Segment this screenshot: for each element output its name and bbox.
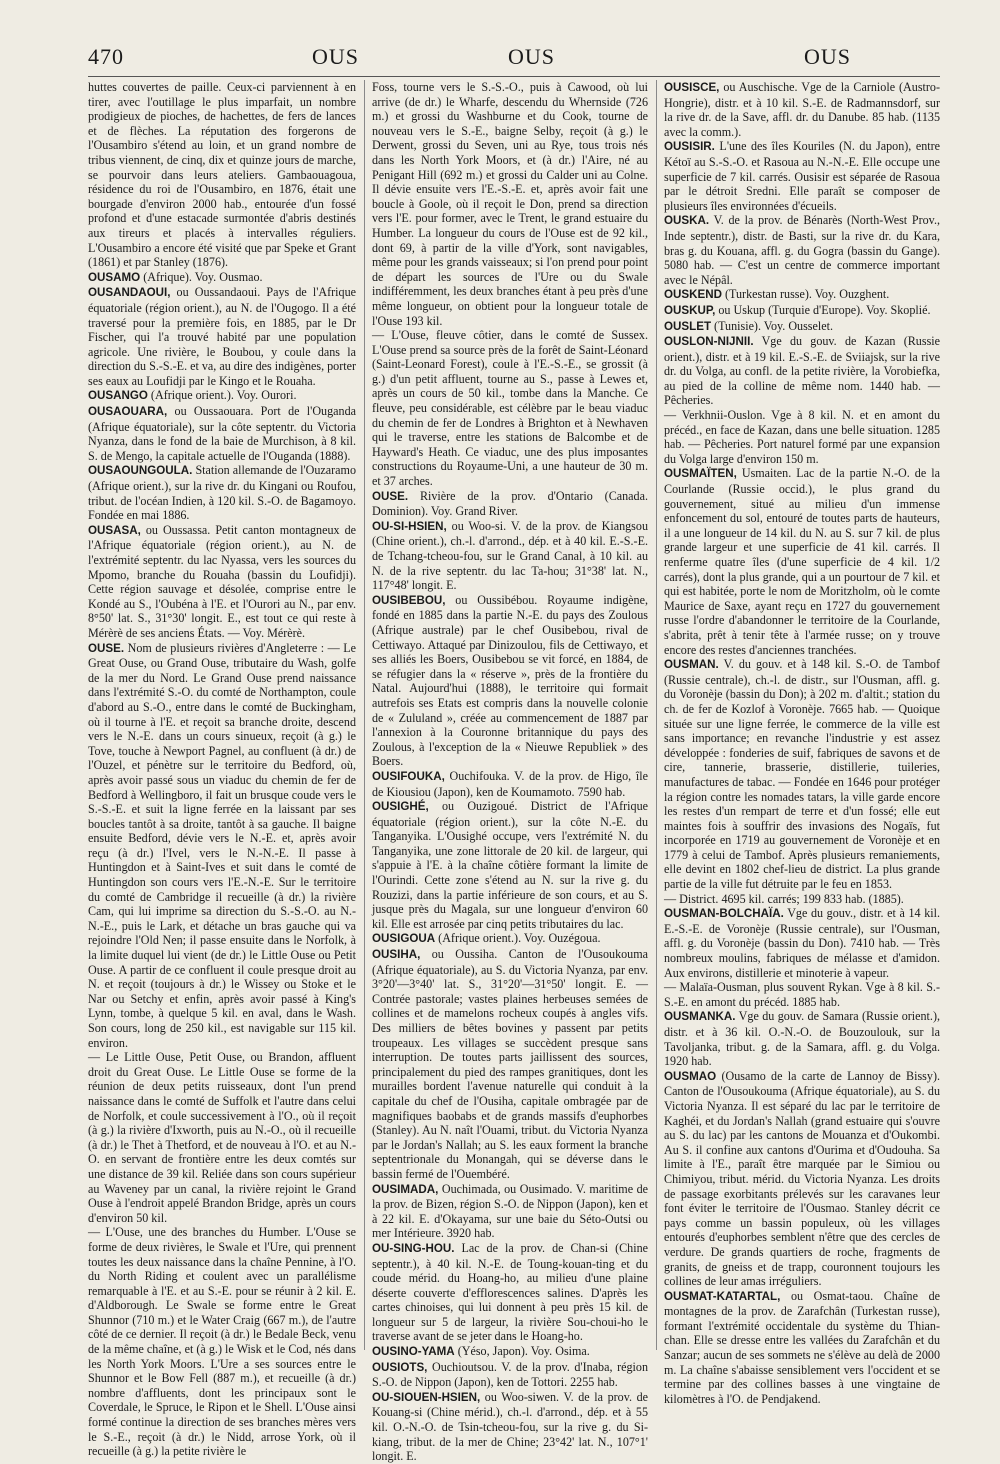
dictionary-entry <box>664 319 940 335</box>
dictionary-entry <box>372 931 648 947</box>
entry-headword: OUSMANKA. <box>664 1010 736 1024</box>
entry-headword: OUSAMO <box>88 270 141 284</box>
dictionary-entry <box>664 334 940 408</box>
dictionary-entry <box>372 1344 648 1360</box>
entry-text: Vge du gouv. de Kazan (Russie orient.), distr. et à 19 kil. E.-S.-E. de Sviiajsk, sur la rive dr. du Volga, au confl. de la petite rivière, la Vorobiefka, au pied de la colline de même nom. 1440 hab. — Pêcheries. <box>664 334 940 408</box>
entry-headword: OUSIGHÉ, <box>372 800 429 814</box>
entry-text: Vge du gouv., distr. et à 14 kil. E.-S.-E. de Voronèje (Russie centrale), sur l'Ousman, affl. g. du Voronèje (bassin du Don). 7410 hab. — Très nombreux moulins, fabriques de mélasse et d'amidon. Aux environs, distillerie et minoterie à vapeur. <box>664 906 940 980</box>
entry-text: Ouchioutsou. V. de la prov. d'Inaba, région S.-O. de Nippon (Japon), ken de Tottori. 2255 hab. <box>372 1359 648 1390</box>
dictionary-entry <box>88 523 356 641</box>
entry-headword: OUSE. <box>88 641 125 655</box>
entry-headword: OUSKUP, <box>664 303 716 317</box>
dictionary-entry <box>88 1225 356 1459</box>
page-number: 470 <box>88 44 124 69</box>
entry-headword: OUSIOTS, <box>372 1360 428 1374</box>
entry-text: Station allemande de l'Ouzaramo (Afrique orient.), sur la rive dr. du Kingani ou Roufou, tribut. de l'océan Indien, à 120 kil. S.-O. de Bagamoyo. Fondée en mai 1886. <box>88 463 356 523</box>
entry-headword: OUSKEND <box>664 288 722 302</box>
entry-headword: OUSMAN. <box>664 658 719 672</box>
entry-text: — L'Ouse, fleuve côtier, dans le comté de Sussex. L'Ouse prend sa source près de la forêt de Saint-Léonard (Saint-Leonard Forest), coule à l'E.-S.-E., se grossit (à g.) d'un petit affluent, tourne au S., passe à Lewes et, après un cours de 50 kil., tombe dans la Manche. Ce fleuve, peu considérable, est célèbre par le beau viaduc du chemin de fer de Londres à Brighton et à Newhaven qui le traverse, entre les stations de Balcombe et de Hayward's Heath. Ce viaduc, une des plus imposantes constructions du Royaume-Uni, a une hauteur de 30 m. et 37 arches. <box>372 328 648 489</box>
entry-text: huttes couvertes de paille. Ceux-ci parviennent à en tirer, avec l'outillage le plus imparfait, un nombre prodigieux de pioches, de hachettes, de fers de lances et de flèches. La réputation des forgerons de l'Ousambiro s'étend au loin, et un grand nombre de tribus viennent, de cinq, dix et quinze jours de marche, se pourvoir dans leurs ateliers. Gambaouagoua, résidence du roi de l'Ousambiro, en 1876, était une bourgade d'environ 2000 hab., entourée d'un fossé profond et d'une estacade surmontée d'abris destinés aux tireurs et placés à intervalles réguliers. L'Ousambiro a encore été visité que par Speke et Grant (1861) et par Stanley (1876). <box>88 80 356 270</box>
entry-text: Vge du gouv. de Samara (Russie orient.), distr. et à 36 kil. O.-N.-O. de Bouzoulouk, sur la Tavoljanka, tribut. g. de la Samara, affl. g. du Volga. 1920 hab. <box>664 1009 940 1069</box>
dictionary-entry <box>664 287 940 303</box>
text-column-2 <box>372 80 648 1464</box>
dictionary-entry <box>372 519 648 593</box>
entry-text: (Afrique orient.). Voy. Ourori. <box>147 388 297 403</box>
entry-text: L'une des îles Kouriles (N. du Japon), entre Kétoï au S.-S.-O. et Rasoua au N.-N.-E. Elle occupe une superficie de 7 kil. carrés. Ousisir est séparée de Rasoua par le détroit Sredni. Elle paraît se composer de plusieurs îles environnées d'écueils. <box>664 139 940 213</box>
entry-headword: OUSIMADA, <box>372 1182 439 1196</box>
dictionary-entry <box>88 641 356 1051</box>
entry-text: Ouchimada, ou Ousimado. V. maritime de la prov. de Bizen, région S.-O. de Nippon (Japon), ken et à 22 kil. E. d'Okayama, sur une baie du Séto-Outsi ou mer Intérieure. 3920 hab. <box>372 1181 648 1241</box>
dictionary-entry <box>664 980 940 1009</box>
dictionary-entry <box>372 799 648 931</box>
running-head-right: OUS <box>804 44 852 69</box>
entry-headword: OUSINO-YAMA <box>372 1345 455 1359</box>
entry-text: ou Ouzigoué. District de l'Afrique équatoriale (région orient.), sur la côte N.-E. du Tanganyika. L'Ousighé occupe, vers l'extrémité N. du Tanganyika, une zone littorale de 20 kil. de largeur, qui s'appuie à l'E. à la chaîne côtière formant la limite de l'Ourindi. Cette zone s'étend au N. sur la rive g. du Rouzizi, dans la partie inférieure de son cours, et au S. jusque près du Magala, sur une longueur d'environ 60 kil. Elle est arrosée par cinq petits tributaires du lac. <box>372 799 648 931</box>
dictionary-entry <box>664 303 940 319</box>
entry-text: ou Osmat-taou. Chaîne de montagnes de la prov. de Zarafchân (Turkestan russe), formant l'extrémité occidentale du système du Thian-chan. Elle se dresse entre les vallées du Zarafchân et du Sanzar; aucun de ses sommets ne s'élève au delà de 2000 m. La chaîne s'abaisse sensiblement vers l'occident et se termine par des collines basses à une vingtaine de kilomètres à l'O. de Pendjakend. <box>664 1288 940 1406</box>
entry-headword: OUSAOUARA, <box>88 405 168 419</box>
dictionary-entry <box>664 657 940 892</box>
dictionary-entry <box>664 466 940 657</box>
dictionary-entry <box>372 489 648 519</box>
entry-text: — Le Little Ouse, Petit Ouse, ou Brandon, affluent droit du Great Ouse. Le Little Ouse se forme de la réunion de deux petits ruisseaux, dont l'un prend naissance dans le comté de Suffolk et l'autre dans celui de Norfolk, et coule successivement à l'O., où il reçoit (à g.) la rivière d'Ixworth, puis au N.-O., où il recueille (à dr.) le Thet à Thetford, et de nouveau à l'O. et au N.-O. en servant de frontière entre les deux comtés sur une distance de 39 kil. Reliée dans son cours supérieur au Waveney par un canal, la rivière rejoint le Grand Ouse à l'endroit appelé Brandon Bridge, après un cours d'environ 50 kil. <box>88 1050 356 1225</box>
entry-text: (Tunisie). Voy. Ousselet. <box>711 318 833 333</box>
entry-text: ou Oussibébou. Royaume indigène, fondé en 1885 dans la partie N.-E. du pays des Zoulous (Afrique australe) par le chef Ousibebou, rival de Cettiwayo. Attaqué par Dinizoulou, fils de Cettiwayo, et ses alliés les Boers, Ousibebou se vit forcé, en 1884, de se réfugier dans la « réserve », près de la frontière du Natal. Aujourd'hui (1888), le territoire qui formait autrefois ses Etats est compris dans la nouvelle colonie de « Zululand », créée au commencement de 1887 par l'annexion à la Couronne britannique du pays des Zoulous, à l'exception de la « Nieuwe Republiek » des Boers. <box>372 592 648 769</box>
dictionary-entry <box>372 80 648 328</box>
entry-headword: OU-SING-HOU. <box>372 1241 455 1255</box>
column-divider <box>364 80 365 1350</box>
text-column-3 <box>664 80 940 1406</box>
entry-headword: OUSANGO <box>88 389 148 403</box>
entry-text: ou Auschische. Vge de la Carniole (Austro-Hongrie), distr. et à 10 kil. S.-E. de Radmannsdorf, sur la rive dr. de la Save, affl. dr. du Danube. 85 hab. (1135 avec la comm.). <box>664 80 940 139</box>
dictionary-entry <box>664 1009 940 1068</box>
entry-headword: OUSMAO <box>664 1069 717 1083</box>
dictionary-entry <box>664 906 940 980</box>
dictionary-entry <box>88 80 356 270</box>
entry-headword: OUSLON-NIJNII. <box>664 335 754 349</box>
entry-text: (Afrique). Voy. Ousmao. <box>140 269 263 284</box>
entry-text: ou Oussaouara. Port de l'Ouganda (Afrique équatoriale), sur la côte septentr. du Victoria Nyanza, dans le fond de la baie de Murchison, à 8 kil. S. de Mengo, la capitale actuelle de l'Ouganda (1888). <box>88 404 356 463</box>
entry-headword: OUSIFOUKA, <box>372 769 445 783</box>
entry-text: ou Oussandaoui. Pays de l'Afrique équatoriale (région orient.), au N. de l'Ougogo. Il a été traversé pour la première fois, en 1885, par le Dr Fischer, qui l'a trouvé habité par une population agricole. Une rivière, le Boubou, y coule dans la direction du S.-S.-E. et va, au dire des indigènes, porter ses eaux au Loufidji par le Kingo et le Rouaha. <box>88 285 357 388</box>
entry-text: ou Woo-siwen. V. de la prov. de Kouang-si (Chine mérid.), ch.-l. d'arrond., dép. et à 55 kil. O.-N.-O. de Tsin-tcheou-fou, sur la rive g. du Si-kiang, tribut. de la mer de Chine; 23°42' lat. N., 107°1' longit. E. <box>372 1389 648 1464</box>
dictionary-entry <box>664 1069 940 1289</box>
entry-text: ou Oussiha. Canton de l'Ousoukouma (Afrique équatoriale), au S. du Victoria Nyanza, par env. 3°20'—3°40' lat. S., 31°20'—31°50' longit. E. — Contrée pastorale; vastes plaines herbeuses semées de collines et de mamelons rocheux coupés à angles vifs. Des milliers de bêtes bovines y passent par petits troupeaux. Les villages se succèdent presque sans interruption. De toutes parts jaillissent des sources, principalement du pied des rampes granitiques, dont les murailles bordent l'avenue naturelle qui conduit à la capitale du chef de l'Ousiha, capitale ombragée par de magnifiques baobabs et de grands massifs d'euphorbes (Stanley). Au N. naît l'Ouami, tribut. du Victoria Nyanza par le Jordan's Nallah; au S. les eaux forment la branche septentrionale du Monangah, qui se déverse dans le bassin fermé de l'Ouembéré. <box>372 947 648 1181</box>
entry-text: Ouchifouka. V. de la prov. de Higo, île de Kiousiou (Japon), ken de Koumamoto. 7590 hab. <box>372 768 648 799</box>
dictionary-entry <box>372 1360 648 1390</box>
entry-headword: OUSIBEBOU, <box>372 593 446 607</box>
entry-text: V. de la prov. de Bénarès (North-West Prov., Inde septentr.), distr. de Basti, sur la rive dr. du Kara, bras g. du Kouana, affl. g. du Gogra (bassin du Gange). 5080 hab. — C'est un centre de commerce important avec le Népâl. <box>664 213 940 287</box>
entry-headword: OUSMAN-BOLCHAÏA. <box>664 907 784 921</box>
dictionary-entry <box>88 404 356 463</box>
entry-headword: OUSE. <box>372 489 409 503</box>
entry-headword: OUSASA, <box>88 523 141 537</box>
running-head-center: OUS <box>508 44 556 69</box>
entry-headword: OUSMAÏTEN, <box>664 467 737 481</box>
entry-text: Foss, tourne vers le S.-S.-O., puis à Cawood, où lui arrive (de dr.) le Wharfe, descendu du Whernside (726 m.) et grossi du Washburne et du Cook, tourne de nouveau vers le S.-E., baigne Selby, reçoit (à g.) le Derwent, grossi du Seven, uni au Rye, tous trois nés dans les North York Moors, et (à dr.) l'Aire, né au Penigant Hill (692 m.) et grossi du Calder uni au Colne. Il dévie ensuite vers l'E.-S.-E. et, après avoir fait une boucle à Goole, où il reçoit le Don, prend sa direction vers l'E. pour former, avec le Trent, le grand estuaire du Humber. La longueur du cours de l'Ouse est de 92 kil., dont 69, à partir de la ville d'York, sont navigables, même pour les grands vaisseaux; si l'on prend pour point de départ les sources de l'Ure ou du Swale indifféremment, les deux branches étant à peu près d'une même longueur, on obtient pour la longueur totale de l'Ouse 193 kil. <box>372 80 648 328</box>
entry-headword: OU-SI-HSIEN, <box>372 519 447 533</box>
entry-text: Usmaiten. Lac de la partie N.-O. de la Courlande (Russie occid.), le plus grand du gouvernement, situé au milieu d'un immense enfoncement du sol, entouré de toutes parts de hauteurs, il a une longueur de 14 kil. du N. au S. sur 7 kil. de plus grande largeur et une superficie de 41 kil. carrés. Il renferme quatre îles (d'une superficie de 4 kil. 1/2 carrés), dont la plus grande, qui a un pourtour de 7 kil. et qui est habitée, porte le nom de Moritzholm, où le comte Maurice de Saxe, ayant reçu en 1727 du gouvernement russe l'ordre d'abandonner le territoire de la Courlande, s'abrita, prêt à tenir tête à l'armée russe; on y trouve encore des restes d'anciennes tranchées. <box>664 466 940 657</box>
entry-headword: OUSANDAOUI, <box>88 286 171 300</box>
dictionary-entry <box>88 270 356 286</box>
entry-text: (Ousamo de la carte de Lannoy de Bissy). Canton de l'Ousoukouma (Afrique équatoriale), au S. du Victoria Nyanza. Il est séparé du lac par le territoire de Kaghéi, et du Jordan's Nallah (grand estuaire qui s'ouvre au S. du lac) par les cantons de Mouanza et d'Oukombi. Au S. il confine aux cantons d'Ourima et d'Oudouha. Sa limite à l'E., paraît être marquée par le Simiou ou Chimiyou, tribut. mérid. du Victoria Nyanza. Les droits de passage exorbitants prélevés sur les caravanes leur font éviter le territoire de l'Ousmao. Stanley décrit ce pays comme un bassin populeux, où les villages entourés d'euphorbes semblent n'être que des cercles de verdure. De grands quartiers de roche, fragments de granits, de gneiss et de trapp, couronnent toujours les collines de leur amas irréguliers. <box>664 1068 940 1289</box>
entry-headword: OU-SIOUEN-HSIEN, <box>372 1390 481 1404</box>
dictionary-entry <box>88 285 356 388</box>
entry-headword: OUSISIR. <box>664 140 715 154</box>
header-rule <box>88 76 940 77</box>
entry-text: (Turkestan russe). Voy. Ouzghent. <box>721 287 890 302</box>
entry-text: Rivière de la prov. d'Ontario (Canada. Dominion). Voy. Grand River. <box>372 488 648 519</box>
dictionary-entry <box>664 1289 940 1407</box>
entry-text: V. du gouv. et à 148 kil. S.-O. de Tambof (Russie centrale), ch.-l. de distr., sur l'Ousman, affl. g. du Voronèje (bassin du Don); à 202 m. d'altit.; station du ch. de fer de Kozlof à Voronèje. 7665 hab. — Quoique située sur une ligne ferrée, le commerce de la ville est sans importance; en revanche l'industrie y est assez développée : fonderies de suif, fabriques de savons et de cire, tannerie, brasserie, distillerie, tuileries, manufactures de tabac. — Fondée en 1646 pour protéger la région contre les nomades tatars, la ville garde encore les restes d'un rempart de terre et d'un fossé; elle eut maintes fois à souffrir des invasions des Nogaïs, fut incorporée en 1719 au gouvernement de Voronèje et en 1779 à celui de Tambof. Après plusieurs remaniements, elle devint en 1802 chef-lieu de district. La plus grande partie de la ville fut détruite par le feu en 1853. <box>664 657 940 892</box>
dictionary-entry <box>664 892 940 907</box>
dictionary-entry <box>372 947 648 1182</box>
entry-headword: OUSIHA, <box>372 948 421 962</box>
dictionary-entry <box>88 463 356 522</box>
dictionary-entry <box>372 328 648 489</box>
dictionary-entry <box>664 213 940 287</box>
dictionary-entry <box>88 1050 356 1225</box>
dictionary-entry <box>372 593 648 769</box>
entry-text: ou Woo-si. V. de la prov. de Kiangsou (Chine orient.), ch.-l. d'arrond., dép. et à 40 kil. E.-S.-E. de Tchang-tcheou-fou, sur le Grand Canal, à 10 kil. au N. de la rive septentr. du lac Ta-hou; 31°38' lat. N., 117°48' longit. E. <box>372 518 648 593</box>
entry-text: (Afrique orient.). Voy. Ouzégoua. <box>435 931 601 946</box>
entry-headword: OUSISCE, <box>664 81 720 94</box>
entry-headword: OUSMAT-KATARTAL, <box>664 1289 781 1303</box>
running-head-left: OUS <box>312 44 360 69</box>
entry-text: (Yéso, Japon). Voy. Osima. <box>454 1344 590 1359</box>
entry-headword: OUSKA. <box>664 214 710 228</box>
entry-text: — Malaïa-Ousman, plus souvent Rykan. Vge à 8 kil. S.-S.-E. en amont du précéd. 1885 hab. <box>664 980 940 1009</box>
dictionary-entry <box>372 1241 648 1344</box>
dictionary-entry <box>372 769 648 799</box>
entry-text: ou Uskup (Turquie d'Europe). Voy. Skoplié. <box>715 302 931 317</box>
dictionary-entry <box>664 408 940 466</box>
entry-headword: OUSIGOUA <box>372 932 436 946</box>
entry-text: ou Oussassa. Petit canton montagneux de l'Afrique équatoriale (région orient.), au N. de l'extrémité septentr. du lac Nyassa, vers les sources du Mpomo, branche du Rouaha (bassin du Loufidji). Cette région sauvage et désolée, comprise entre le Kondé au S., l'Oubéna à l'E. et l'Ourori au N., par env. 8°50' lat. S., 31°30' longit. E., est tout ce qui reste à Mérèrè de ses anciens États. — Voy. Mérèrè. <box>88 522 356 640</box>
entry-text: — L'Ouse, une des branches du Humber. L'Ouse se forme de deux rivières, le Swale et l'Ure, qui prennent toutes les deux naissance dans la chaîne Pennine, à l'O. du North Riding et coulent avec un parallélisme remarquable à l'E. et au S.-E. pour se réunir à 2 kil. E. d'Aldborough. Le Swale se forme entre le Great Shunnor (710 m.) et le Water Craig (667 m.), de l'autre côté de ce dernier. Il reçoit (à dr.) le Bedale Beck, venu de la même chaîne, et (à g.) le Wisk et le Cod, nés dans les North York Moors. L'Ure a ses sources entre le Shunnor et le Bow Fell (887 m.), et recueille (à dr.) nombre d'affluents, dont les principaux sont le Coverdale, le Spruce, le Ripon et le Shell. L'Ouse ainsi formé continue la direction de ses branches mères vers le S.-E., reçoit (à dr.) le Nidd, arrose York, où il recueille (à g.) la petite rivière le <box>88 1225 356 1459</box>
entry-text: — Verkhnii-Ouslon. Vge à 8 kil. N. et en amont du précéd., en face de Kazan, dans une belle situation. 1285 hab. — Pêcheries. Port naturel formé par une expansion du Volga large d'environ 150 m. <box>664 408 940 466</box>
column-divider <box>656 80 657 1350</box>
dictionary-entry <box>372 1390 648 1464</box>
entry-text: Nom de plusieurs rivières d'Angleterre : — Le Great Ouse, ou Grand Ouse, tributaire du Wash, golfe de la mer du Nord. Le Grand Ouse prend naissance dans l'extrémité S.-O. du comté de Northampton, coule d'abord au S.-O., entre dans le comté de Buckingham, où il tourne à l'E. et reçoit sa branche droite, descend vers le N.-E. dans un cours sinueux, reçoit (à g.) le Tove, touche à Newport Pagnel, au confluent (à dr.) de l'Ouzel, et pénètre sur le territoire du Bedford, où, après avoir passé sous un viaduc du chemin de fer de Bedford à Wellingboro, il fait un brusque coude vers le S.-S.-E. et suit la ligne ferrée en la laissant par ses boucles tantôt à sa droite, tantôt à sa gauche. Il baigne ensuite Bedford, dévie vers le N.-E. et, après avoir reçu (à dr.) l'Ivel, vers le N.-N.-E. Il passe à Huntingdon et à Saint-Ives et suit dans le comté de Huntingdon son cours vers l'E.-N.-E. Sur le territoire du comté de Cambridge il recueille (à dr.) la rivière Cam, qui lui imprime sa direction du S.-S.-O. au N.-N.-E., puis le Lark, et détache un bras gauche qui va rejoindre l'Old Nen; il passe ensuite dans le Norfolk, à la limite duquel lui vient (de dr.) le Little Ouse ou Petit Ouse. A partir de ce confluent il coule presque droit au N. et reçoit (toujours à dr.) le Wissey ou Stoke et le Nar ou Setchy et enfin, après avoir passé à King's Lynn, tombe, à quelque 5 kil. en aval, dans le Wash. Son cours, long de 250 kil., est navigable sur 115 kil. environ. <box>88 640 356 1050</box>
text-column-1 <box>88 80 357 1459</box>
entry-headword: OUSLET <box>664 319 712 333</box>
dictionary-entry <box>88 388 356 404</box>
dictionary-entry <box>372 1182 648 1241</box>
entry-headword: OUSAOUNGOULA. <box>88 464 193 478</box>
entry-text: — District. 4695 kil. carrés; 199 833 hab. (1885). <box>664 891 904 906</box>
entry-text: Lac de la prov. de Chan-si (Chine septentr.), à 40 kil. N.-E. de Toung-kouan-ting et du coude mérid. du Hoang-ho, au milieu d'une plaine déserte couverte d'efflorescences salines. D'après les cartes chinoises, qui lui donnent à peu près 15 kil. de longueur sur 5 de largeur, la rivière Sou-choui-ho le traverse avant de se jeter dans le Hoang-ho. <box>372 1240 648 1344</box>
dictionary-entry <box>664 139 940 213</box>
dictionary-entry <box>664 80 940 139</box>
